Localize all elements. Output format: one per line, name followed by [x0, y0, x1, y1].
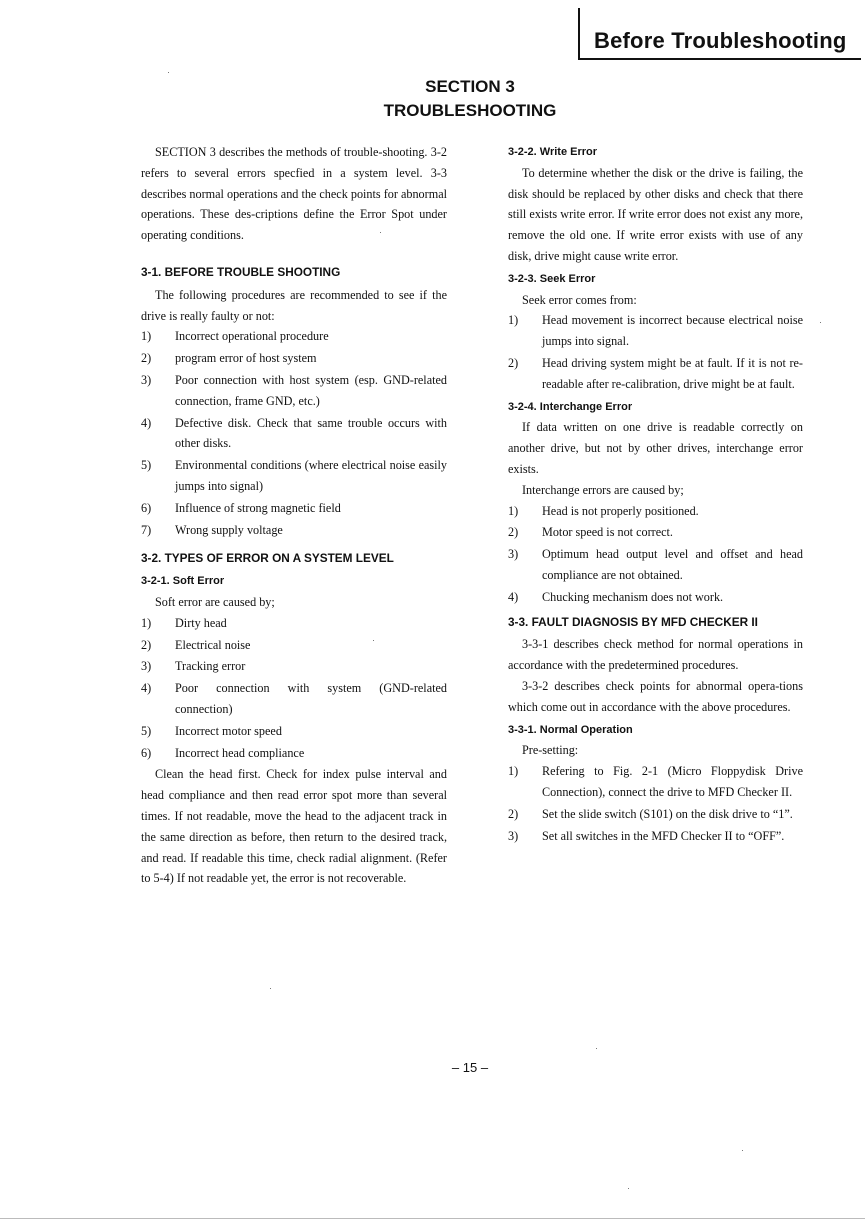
heading-3-1: 3-1. BEFORE TROUBLE SHOOTING — [141, 264, 341, 279]
scan-speck — [820, 322, 821, 323]
heading-3-2: 3-2. TYPES OF ERROR ON A SYSTEM LEVEL — [141, 551, 394, 566]
list-3-3-1 — [508, 761, 803, 846]
list-item: 2) Electrical noise — [141, 637, 251, 652]
lead-3-2-4: Interchange errors are caused by; — [522, 482, 684, 497]
running-header-title: Before Troubleshooting — [594, 28, 847, 53]
intro-paragraph: SECTION 3 describes the methods of trouble-shooting. 3-2 refers to several errors specfied in a system level. 3-3 describes normal operations and the check points for abnormal operations. These des-criptions define the Error Spot under operating conditions. — [141, 145, 447, 243]
list-item: 7) Wrong supply voltage — [141, 522, 283, 537]
list-item: 2) Set the slide switch (S101) on the disk drive to “1”. — [508, 806, 793, 821]
right-column — [508, 142, 803, 847]
list-item: 1) Head movement is incorrect because electrical noise jumps into signal. — [508, 313, 803, 349]
list-item: 1) Dirty head — [141, 615, 227, 630]
list-item: 3) Set all switches in the MFD Checker II to “OFF”. — [508, 828, 785, 843]
list-item: 6) Influence of strong magnetic field — [141, 500, 341, 515]
list-item: 2) program error of host system — [141, 351, 317, 366]
section-number: SECTION 3 — [425, 77, 515, 96]
header-rule-vertical — [578, 8, 580, 60]
list-3-2-1 — [141, 613, 447, 764]
list-item: 5) Environmental conditions (where electrical noise easily jumps into signal) — [141, 458, 447, 493]
heading-3-2-3: 3-2-3. Seek Error — [508, 272, 596, 285]
list-item: 4) Poor connection with system (GND-related connection) — [141, 681, 447, 716]
page-number: – 15 – — [451, 1060, 489, 1075]
heading-3-3: 3-3. FAULT DIAGNOSIS BY MFD CHECKER II — [508, 614, 758, 629]
list-item: 3) Tracking error — [141, 659, 246, 674]
list-item: 1) Refering to Fig. 2-1 (Micro Floppydisk Drive Connection), connect the drive to MFD Checker II. — [508, 764, 803, 799]
left-column — [141, 142, 447, 889]
para-3-2-2: To determine whether the disk or the drive is failing, the disk should be replaced by other disks and check that there still exists write error. If write error does not exist any more, remove the old one. If write error exists with use of any disk, drive might cause write error. — [508, 165, 803, 263]
scan-speck — [596, 1048, 597, 1049]
list-item: 4) Defective disk. Check that same trouble occurs with other disks. — [141, 415, 447, 451]
scan-speck — [742, 1150, 743, 1151]
page-bottom-edge — [0, 1218, 865, 1219]
list-item: 2) Head driving system might be at fault. If it is not re-readable after re-calibration, drive might be at fault. — [508, 355, 803, 391]
list-3-2-3 — [508, 310, 803, 394]
list-item: 3) Poor connection with host system (esp. GND-related connection, frame GND, etc.) — [141, 372, 447, 408]
lead-3-2-1: Soft error are caused by; — [155, 594, 275, 609]
section-title: TROUBLESHOOTING — [383, 101, 557, 120]
heading-3-3-1: 3-3-1. Normal Operation — [508, 723, 633, 736]
lead-3-3-1: Pre-setting: — [522, 743, 579, 758]
list-item: 3) Optimum head output level and offset and head compliance are not obtained. — [508, 547, 803, 582]
lead-3-2-3: Seek error comes from: — [522, 292, 637, 307]
list-item: 6) Incorrect head compliance — [141, 745, 305, 760]
list-item: 1) Incorrect operational procedure — [141, 329, 329, 344]
scan-speck — [380, 232, 381, 233]
header-rule-horizontal — [578, 58, 861, 60]
scan-speck — [270, 988, 271, 989]
para-3-2-1: Clean the head first. Check for index pulse interval and head compliance and then read error spot more than several times. If not readable, move the head to the adjacent track in the same direction as before, then return to the desired track, and read. If readable this time, check radial alignment. (Refer to 5-4) If not readable yet, the error is not recoverable. — [141, 767, 447, 886]
list-item: 1) Head is not properly positioned. — [508, 503, 699, 518]
scan-speck — [168, 72, 169, 73]
list-item: 5) Incorrect motor speed — [141, 723, 282, 738]
heading-3-2-1: 3-2-1. Soft Error — [141, 575, 225, 588]
para-3-3-b: 3-3-2 describes check points for abnormal opera-tions which come out in accordance with the above procedures. — [508, 678, 803, 714]
scan-speck — [373, 640, 374, 641]
scan-speck — [628, 1188, 629, 1189]
list-3-1 — [141, 326, 447, 540]
para-3-2-4: If data written on one drive is readable correctly on another drive, but not by other drives, interchange error exists. — [508, 420, 803, 476]
list-item: 2) Motor speed is not correct. — [508, 525, 673, 540]
list-3-2-4 — [508, 501, 803, 608]
heading-3-2-4: 3-2-4. Interchange Error — [508, 400, 633, 413]
list-item: 4) Chucking mechanism does not work. — [508, 589, 724, 604]
para-3-3-a: 3-3-1 describes check method for normal operations in accordance with the predetermined procedures. — [508, 637, 803, 673]
heading-3-2-2: 3-2-2. Write Error — [508, 146, 598, 158]
para-3-1: The following procedures are recommended to see if the drive is really faulty or not: — [141, 287, 447, 323]
